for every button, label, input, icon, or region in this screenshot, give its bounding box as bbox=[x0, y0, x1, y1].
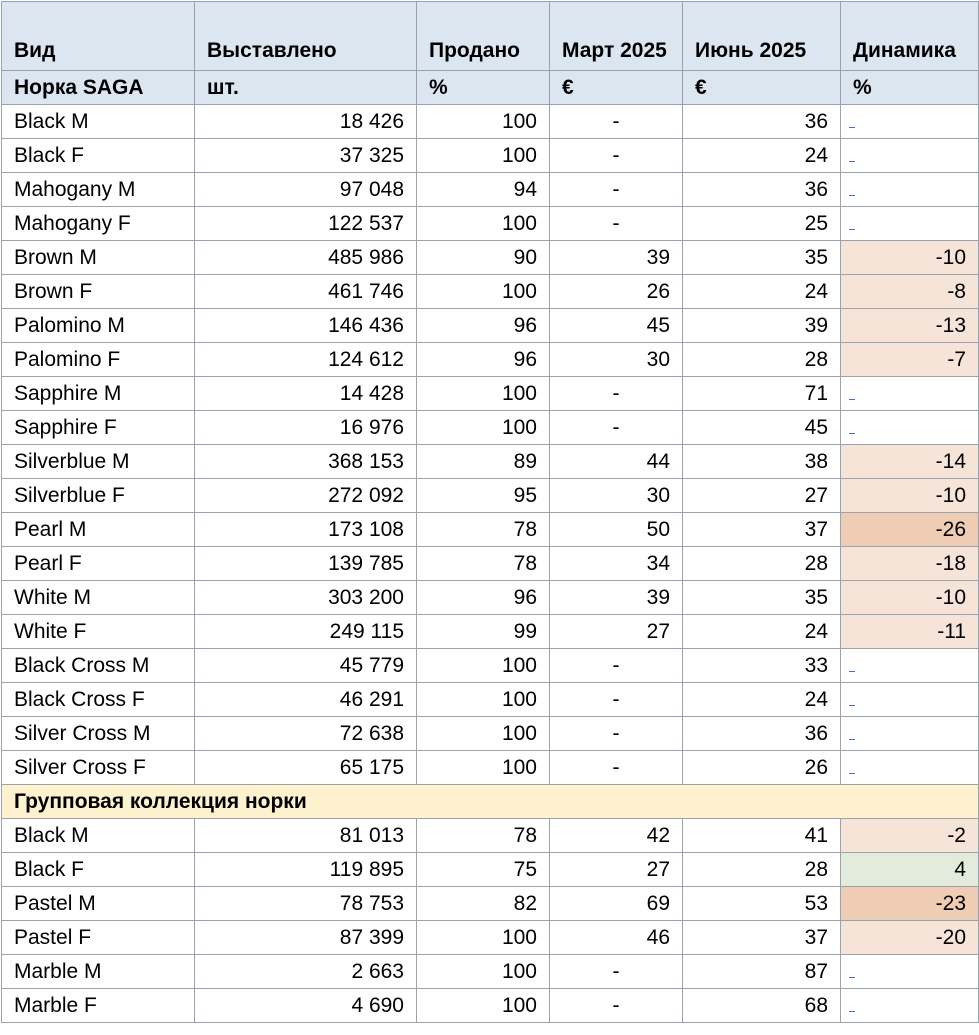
cell-sold: 100 bbox=[417, 105, 550, 139]
cell-name: White M bbox=[2, 581, 195, 615]
cell-june: 24 bbox=[683, 683, 841, 717]
table-row bbox=[2, 173, 979, 207]
cell-exhibited: 4 690 bbox=[195, 989, 417, 1023]
cell-name: Black F bbox=[2, 853, 195, 887]
cell-name: Sapphire F bbox=[2, 411, 195, 445]
table-row bbox=[2, 683, 979, 717]
cell-sold: 100 bbox=[417, 139, 550, 173]
cell-march: 46 bbox=[550, 921, 683, 955]
group-rows bbox=[2, 819, 979, 1023]
cell-june: 68 bbox=[683, 989, 841, 1023]
cell-exhibited: 461 746 bbox=[195, 275, 417, 309]
cell-march: 30 bbox=[550, 343, 683, 377]
cell-sold: 100 bbox=[417, 683, 550, 717]
cell-dynamics: -10 bbox=[841, 241, 979, 275]
empty-link-mark bbox=[849, 181, 855, 196]
cell-exhibited: 65 175 bbox=[195, 751, 417, 785]
cell-exhibited: 173 108 bbox=[195, 513, 417, 547]
cell-dynamics: -18 bbox=[841, 547, 979, 581]
cell-june: 24 bbox=[683, 139, 841, 173]
cell-exhibited: 303 200 bbox=[195, 581, 417, 615]
table-row bbox=[2, 921, 979, 955]
cell-sold: 100 bbox=[417, 275, 550, 309]
cell-sold: 78 bbox=[417, 819, 550, 853]
empty-link-mark bbox=[849, 691, 855, 706]
cell-sold: 99 bbox=[417, 615, 550, 649]
header-march: Март 2025 bbox=[550, 2, 683, 71]
cell-sold: 100 bbox=[417, 955, 550, 989]
header-sold: Продано bbox=[417, 2, 550, 71]
cell-sold: 89 bbox=[417, 445, 550, 479]
cell-june: 26 bbox=[683, 751, 841, 785]
table-row bbox=[2, 717, 979, 751]
cell-sold: 94 bbox=[417, 173, 550, 207]
empty-link-mark bbox=[849, 215, 855, 230]
cell-dynamics bbox=[841, 411, 979, 445]
cell-dynamics: -26 bbox=[841, 513, 979, 547]
table-row bbox=[2, 309, 979, 343]
cell-june: 37 bbox=[683, 921, 841, 955]
table-row bbox=[2, 887, 979, 921]
cell-name: Silverblue F bbox=[2, 479, 195, 513]
table-row bbox=[2, 649, 979, 683]
cell-march: - bbox=[550, 105, 683, 139]
cell-march: 27 bbox=[550, 853, 683, 887]
cell-exhibited: 272 092 bbox=[195, 479, 417, 513]
cell-march: 39 bbox=[550, 581, 683, 615]
mink-prices-table bbox=[1, 1, 979, 1023]
cell-sold: 100 bbox=[417, 751, 550, 785]
cell-sold: 75 bbox=[417, 853, 550, 887]
unit-sold: % bbox=[417, 71, 550, 105]
empty-link-mark bbox=[849, 759, 855, 774]
cell-march: 26 bbox=[550, 275, 683, 309]
cell-sold: 100 bbox=[417, 649, 550, 683]
cell-june: 28 bbox=[683, 547, 841, 581]
cell-sold: 100 bbox=[417, 411, 550, 445]
cell-march: - bbox=[550, 751, 683, 785]
cell-march: - bbox=[550, 955, 683, 989]
cell-exhibited: 46 291 bbox=[195, 683, 417, 717]
cell-name: Black M bbox=[2, 105, 195, 139]
cell-name: Palomino M bbox=[2, 309, 195, 343]
cell-exhibited: 97 048 bbox=[195, 173, 417, 207]
table-row bbox=[2, 105, 979, 139]
cell-dynamics bbox=[841, 683, 979, 717]
empty-link-mark bbox=[849, 147, 855, 162]
cell-dynamics bbox=[841, 955, 979, 989]
header-vid: Вид bbox=[2, 2, 195, 71]
cell-exhibited: 72 638 bbox=[195, 717, 417, 751]
cell-june: 36 bbox=[683, 717, 841, 751]
table-row bbox=[2, 751, 979, 785]
cell-june: 27 bbox=[683, 479, 841, 513]
cell-sold: 100 bbox=[417, 377, 550, 411]
cell-dynamics bbox=[841, 649, 979, 683]
cell-june: 41 bbox=[683, 819, 841, 853]
cell-dynamics: -14 bbox=[841, 445, 979, 479]
cell-name: Silverblue M bbox=[2, 445, 195, 479]
table-row bbox=[2, 479, 979, 513]
cell-sold: 100 bbox=[417, 989, 550, 1023]
cell-june: 71 bbox=[683, 377, 841, 411]
cell-march: 34 bbox=[550, 547, 683, 581]
cell-june: 53 bbox=[683, 887, 841, 921]
header-june: Июнь 2025 bbox=[683, 2, 841, 71]
group-section bbox=[2, 785, 979, 819]
cell-exhibited: 16 976 bbox=[195, 411, 417, 445]
cell-march: 69 bbox=[550, 887, 683, 921]
unit-dynamics: % bbox=[841, 71, 979, 105]
cell-exhibited: 249 115 bbox=[195, 615, 417, 649]
cell-sold: 96 bbox=[417, 581, 550, 615]
cell-march: - bbox=[550, 717, 683, 751]
cell-march: - bbox=[550, 207, 683, 241]
cell-march: 39 bbox=[550, 241, 683, 275]
cell-dynamics: -13 bbox=[841, 309, 979, 343]
table-row bbox=[2, 343, 979, 377]
cell-march: - bbox=[550, 139, 683, 173]
cell-march: 45 bbox=[550, 309, 683, 343]
cell-march: - bbox=[550, 989, 683, 1023]
cell-exhibited: 122 537 bbox=[195, 207, 417, 241]
cell-june: 28 bbox=[683, 853, 841, 887]
cell-dynamics bbox=[841, 139, 979, 173]
cell-dynamics: -8 bbox=[841, 275, 979, 309]
cell-name: Brown F bbox=[2, 275, 195, 309]
cell-dynamics bbox=[841, 207, 979, 241]
cell-name: Black F bbox=[2, 139, 195, 173]
table-row bbox=[2, 241, 979, 275]
cell-exhibited: 368 153 bbox=[195, 445, 417, 479]
cell-june: 38 bbox=[683, 445, 841, 479]
table-row bbox=[2, 207, 979, 241]
cell-exhibited: 2 663 bbox=[195, 955, 417, 989]
cell-sold: 100 bbox=[417, 207, 550, 241]
group-title-saga: Норка SAGA bbox=[2, 71, 195, 105]
cell-dynamics: -7 bbox=[841, 343, 979, 377]
cell-dynamics bbox=[841, 751, 979, 785]
cell-march: - bbox=[550, 411, 683, 445]
table-row bbox=[2, 989, 979, 1023]
header-row bbox=[2, 2, 979, 71]
cell-dynamics: -10 bbox=[841, 479, 979, 513]
cell-exhibited: 146 436 bbox=[195, 309, 417, 343]
table-row bbox=[2, 445, 979, 479]
cell-name: Marble F bbox=[2, 989, 195, 1023]
cell-dynamics bbox=[841, 377, 979, 411]
cell-name: Mahogany M bbox=[2, 173, 195, 207]
cell-exhibited: 78 753 bbox=[195, 887, 417, 921]
cell-exhibited: 124 612 bbox=[195, 343, 417, 377]
table-row bbox=[2, 581, 979, 615]
empty-link-mark bbox=[849, 963, 855, 978]
cell-june: 87 bbox=[683, 955, 841, 989]
cell-name: Palomino F bbox=[2, 343, 195, 377]
cell-sold: 95 bbox=[417, 479, 550, 513]
empty-link-mark bbox=[849, 725, 855, 740]
table-row bbox=[2, 819, 979, 853]
empty-link-mark bbox=[849, 385, 855, 400]
cell-march: - bbox=[550, 649, 683, 683]
cell-dynamics bbox=[841, 989, 979, 1023]
cell-june: 33 bbox=[683, 649, 841, 683]
unit-exhibited: шт. bbox=[195, 71, 417, 105]
table-row bbox=[2, 615, 979, 649]
empty-link-mark bbox=[849, 419, 855, 434]
cell-dynamics: -2 bbox=[841, 819, 979, 853]
cell-name: Black M bbox=[2, 819, 195, 853]
cell-march: 44 bbox=[550, 445, 683, 479]
unit-march: € bbox=[550, 71, 683, 105]
cell-june: 36 bbox=[683, 173, 841, 207]
cell-exhibited: 485 986 bbox=[195, 241, 417, 275]
cell-june: 35 bbox=[683, 241, 841, 275]
cell-june: 45 bbox=[683, 411, 841, 445]
cell-march: - bbox=[550, 683, 683, 717]
saga-rows bbox=[2, 105, 979, 785]
cell-sold: 78 bbox=[417, 513, 550, 547]
cell-dynamics bbox=[841, 173, 979, 207]
cell-march: 30 bbox=[550, 479, 683, 513]
cell-dynamics bbox=[841, 717, 979, 751]
empty-link-mark bbox=[849, 657, 855, 672]
cell-june: 35 bbox=[683, 581, 841, 615]
cell-exhibited: 87 399 bbox=[195, 921, 417, 955]
cell-june: 25 bbox=[683, 207, 841, 241]
table-row bbox=[2, 411, 979, 445]
cell-march: - bbox=[550, 173, 683, 207]
cell-name: Pearl M bbox=[2, 513, 195, 547]
empty-link-mark bbox=[849, 997, 855, 1012]
cell-name: Brown M bbox=[2, 241, 195, 275]
section-title: Групповая коллекция норки bbox=[2, 785, 979, 819]
cell-exhibited: 119 895 bbox=[195, 853, 417, 887]
header-exhibited: Выставлено bbox=[195, 2, 417, 71]
cell-sold: 90 bbox=[417, 241, 550, 275]
cell-exhibited: 139 785 bbox=[195, 547, 417, 581]
cell-name: Pastel F bbox=[2, 921, 195, 955]
cell-march: 42 bbox=[550, 819, 683, 853]
cell-june: 28 bbox=[683, 343, 841, 377]
header-dynamics: Динамика bbox=[841, 2, 979, 71]
table-row bbox=[2, 853, 979, 887]
table-row bbox=[2, 513, 979, 547]
cell-dynamics: -10 bbox=[841, 581, 979, 615]
cell-march: 27 bbox=[550, 615, 683, 649]
table-row bbox=[2, 955, 979, 989]
table-row bbox=[2, 275, 979, 309]
cell-june: 24 bbox=[683, 275, 841, 309]
cell-sold: 78 bbox=[417, 547, 550, 581]
cell-exhibited: 45 779 bbox=[195, 649, 417, 683]
units-row bbox=[2, 71, 979, 105]
cell-sold: 96 bbox=[417, 343, 550, 377]
cell-name: White F bbox=[2, 615, 195, 649]
cell-sold: 96 bbox=[417, 309, 550, 343]
cell-name: Black Cross F bbox=[2, 683, 195, 717]
cell-june: 36 bbox=[683, 105, 841, 139]
cell-name: Silver Cross F bbox=[2, 751, 195, 785]
cell-march: 50 bbox=[550, 513, 683, 547]
cell-exhibited: 14 428 bbox=[195, 377, 417, 411]
table-row bbox=[2, 139, 979, 173]
cell-dynamics: 4 bbox=[841, 853, 979, 887]
unit-june: € bbox=[683, 71, 841, 105]
cell-name: Pearl F bbox=[2, 547, 195, 581]
cell-june: 39 bbox=[683, 309, 841, 343]
cell-march: - bbox=[550, 377, 683, 411]
cell-name: Mahogany F bbox=[2, 207, 195, 241]
cell-dynamics: -23 bbox=[841, 887, 979, 921]
cell-name: Pastel M bbox=[2, 887, 195, 921]
cell-exhibited: 37 325 bbox=[195, 139, 417, 173]
cell-name: Silver Cross M bbox=[2, 717, 195, 751]
section-row bbox=[2, 785, 979, 819]
cell-sold: 82 bbox=[417, 887, 550, 921]
cell-sold: 100 bbox=[417, 921, 550, 955]
cell-exhibited: 81 013 bbox=[195, 819, 417, 853]
cell-dynamics: -11 bbox=[841, 615, 979, 649]
table-row bbox=[2, 547, 979, 581]
cell-name: Marble M bbox=[2, 955, 195, 989]
cell-name: Black Cross M bbox=[2, 649, 195, 683]
cell-dynamics: -20 bbox=[841, 921, 979, 955]
cell-june: 37 bbox=[683, 513, 841, 547]
empty-link-mark bbox=[849, 113, 855, 128]
cell-name: Sapphire M bbox=[2, 377, 195, 411]
cell-dynamics bbox=[841, 105, 979, 139]
table-row bbox=[2, 377, 979, 411]
cell-june: 24 bbox=[683, 615, 841, 649]
cell-exhibited: 18 426 bbox=[195, 105, 417, 139]
cell-sold: 100 bbox=[417, 717, 550, 751]
